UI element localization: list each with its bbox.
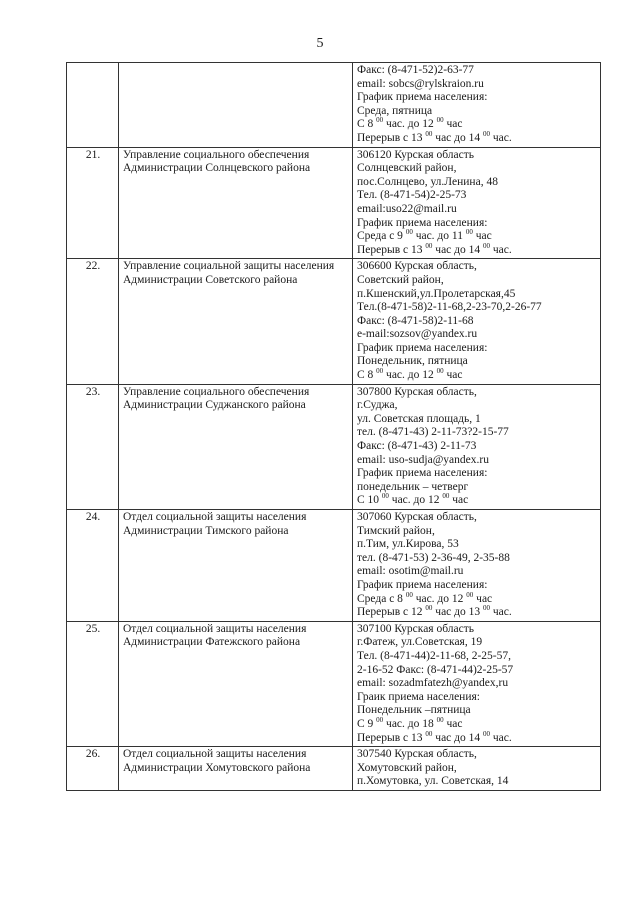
- time-minutes-superscript: 00: [466, 590, 474, 599]
- contact-line: [357, 606, 597, 620]
- time-minutes-superscript: 00: [376, 367, 384, 376]
- organization-name-text: Отдел социальной защиты населения Администрации Фатежского района: [123, 622, 307, 649]
- page-number: 5: [316, 36, 324, 51]
- time-text-segment: Перерыв с 13: [357, 131, 426, 144]
- contact-line: г.Фатеж, ул.Советская, 19: [357, 636, 483, 649]
- contact-line: График приема населения:: [357, 467, 488, 480]
- time-text-segment: час до 14: [432, 731, 483, 744]
- table-row: [67, 510, 601, 622]
- contact-line: [357, 494, 597, 508]
- contact-line: Тимский район,: [357, 524, 435, 537]
- time-text-segment: С 9: [357, 717, 377, 730]
- organization-name-text: Управление социальной защиты населения Администрации Советского района: [123, 260, 335, 286]
- contact-line: Факс: (8-471-52)2-63-77: [357, 64, 474, 76]
- time-text-segment: час. до 12: [412, 592, 467, 605]
- contact-line: Понедельник, пятница: [357, 355, 468, 368]
- organization-name: [119, 510, 353, 622]
- time-minutes-superscript: 00: [436, 716, 444, 725]
- table-row: [67, 147, 601, 259]
- organization-name: [119, 621, 353, 746]
- contact-details: [353, 63, 601, 148]
- time-minutes-superscript: 00: [405, 228, 413, 237]
- contact-line: 2-16-52 Факс: (8-471-44)2-25-57: [357, 663, 514, 676]
- time-text-segment: С 8: [357, 369, 377, 382]
- contact-line: пос.Солнцево, ул.Ленина, 48: [357, 175, 498, 188]
- contact-details: [353, 747, 601, 791]
- time-text-segment: час. до 18: [383, 717, 437, 730]
- organization-name-text: Отдел социальной защиты населения Администрации Хомутовского района: [123, 748, 311, 774]
- time-minutes-superscript: 00: [436, 367, 444, 376]
- organization-name-text: Управление социального обеспечения Администрации Суджанского района: [123, 385, 310, 412]
- organization-name: [119, 747, 353, 791]
- contact-line: тел. (8-471-43) 2-11-73?2-15-77: [357, 426, 509, 439]
- time-minutes-superscript: 00: [442, 492, 450, 501]
- contact-line: [357, 729, 597, 746]
- time-minutes-superscript: 00: [425, 604, 433, 613]
- contact-line: Советский район,: [357, 273, 444, 286]
- table-row: [67, 384, 601, 509]
- contact-line: [357, 369, 597, 383]
- time-text-segment: час. до 11: [412, 230, 466, 243]
- contact-details: [353, 384, 601, 509]
- contact-line: e-mail:sozsov@yandex.ru: [357, 328, 478, 341]
- contact-line: email:uso22@mail.ru: [357, 202, 457, 215]
- time-minutes-superscript: 00: [483, 241, 490, 250]
- contact-line: ул. Советская площадь, 1: [357, 412, 481, 425]
- time-minutes-superscript: 00: [483, 130, 490, 139]
- contact-line: График приема населения:: [357, 341, 488, 354]
- row-number: 24.: [67, 510, 119, 622]
- time-minutes-superscript: 00: [381, 492, 389, 501]
- contact-line: email: osotim@mail.ru: [357, 565, 464, 578]
- time-text-segment: час до 14: [432, 243, 483, 256]
- time-text-segment: час: [473, 592, 493, 605]
- time-minutes-superscript: 00: [483, 604, 490, 613]
- row-number: 21.: [67, 147, 119, 259]
- contact-line: понедельник – четверг: [357, 480, 469, 493]
- contact-line: График приема населения:: [357, 578, 488, 591]
- contact-line: [357, 230, 597, 244]
- time-text-segment: час: [443, 118, 463, 131]
- time-text-segment: час: [449, 494, 469, 507]
- time-text-segment: Перерыв с 12: [357, 606, 426, 619]
- row-number: 25.: [67, 621, 119, 746]
- contact-line: График приема населения:: [357, 216, 488, 229]
- time-text-segment: час. до 12: [388, 494, 443, 507]
- time-text-segment: С 8: [357, 118, 377, 131]
- time-text-segment: час.: [490, 243, 512, 256]
- contact-line: Факс: (8-471-58)2-11-68: [357, 314, 474, 327]
- contact-line: Тел. (8-471-44)2-11-68, 2-25-57,: [357, 649, 512, 662]
- contact-line: [357, 132, 597, 146]
- contact-details: [353, 621, 601, 746]
- contact-line: 307060 Курская область,: [357, 511, 477, 523]
- time-text-segment: час. до 12: [383, 369, 437, 382]
- contact-line: [357, 118, 597, 132]
- contact-line: email: sozadmfatezh@yandex,ru: [357, 677, 509, 690]
- contact-line: Тел.(8-471-58)2-11-68,2-23-70,2-26-77: [357, 301, 542, 314]
- contact-line: 307800 Курская область,: [357, 385, 477, 398]
- time-minutes-superscript: 00: [483, 729, 490, 738]
- time-text-segment: час: [443, 717, 463, 730]
- contact-details: [353, 510, 601, 622]
- time-text-segment: Среда с 9: [357, 230, 406, 243]
- contact-line: п.Кшенский,ул.Пролетарская,45: [357, 287, 516, 300]
- organization-name: [119, 147, 353, 259]
- time-text-segment: Перерыв с 13: [357, 243, 426, 256]
- contact-line: Тел. (8-471-54)2-25-73: [357, 189, 467, 202]
- row-number: 23.: [67, 384, 119, 509]
- time-minutes-superscript: 00: [436, 116, 444, 125]
- contact-line: График приема населения:: [357, 91, 488, 104]
- time-minutes-superscript: 00: [376, 116, 384, 125]
- time-text-segment: час: [443, 369, 463, 382]
- contact-details: [353, 259, 601, 384]
- time-minutes-superscript: 00: [425, 130, 433, 139]
- contact-line: 307100 Курская область: [357, 622, 474, 635]
- contact-line: Факс: (8-471-43) 2-11-73: [357, 440, 477, 453]
- contact-line: п.Тим, ул.Кирова, 53: [357, 538, 459, 551]
- contact-line: 307540 Курская область,: [357, 748, 477, 761]
- table-row: [67, 621, 601, 746]
- time-minutes-superscript: 00: [425, 241, 433, 250]
- contact-line: п.Хомутовка, ул. Советская, 14: [357, 775, 509, 788]
- contact-line: Среда, пятница: [357, 104, 433, 117]
- time-text-segment: час до 13: [432, 606, 483, 619]
- contact-details: [353, 147, 601, 259]
- row-number: 22.: [67, 259, 119, 384]
- time-text-segment: час.: [490, 731, 512, 744]
- contact-line: 306600 Курская область,: [357, 260, 477, 273]
- row-number: [67, 63, 119, 148]
- time-text-segment: час.: [490, 131, 512, 144]
- time-text-segment: С 10: [357, 494, 382, 507]
- organization-name: [119, 384, 353, 509]
- contact-line: email: uso-sudja@yandex.ru: [357, 453, 489, 466]
- organization-name-text: Отдел социальной защиты населения Администрации Тимского района: [123, 511, 307, 537]
- time-text-segment: час. до 12: [383, 118, 437, 131]
- contact-line: [357, 718, 597, 732]
- row-number: 26.: [67, 747, 119, 791]
- contact-line: Понедельник –пятница: [357, 704, 471, 717]
- contact-line: г.Суджа,: [357, 399, 398, 412]
- contact-line: 306120 Курская область: [357, 148, 474, 161]
- contact-line: email: sobcs@rylskraion.ru: [357, 77, 484, 90]
- time-minutes-superscript: 00: [405, 590, 413, 599]
- table-row: [67, 63, 601, 148]
- contact-line: [357, 590, 597, 607]
- organization-name-text: Управление социального обеспечения Администрации Солнцевского района: [123, 148, 311, 175]
- time-text-segment: час: [472, 230, 492, 243]
- time-text-segment: час.: [490, 606, 512, 619]
- social-services-table: [66, 62, 601, 791]
- time-minutes-superscript: 00: [376, 716, 384, 725]
- time-minutes-superscript: 00: [465, 228, 473, 237]
- contact-line: [357, 241, 597, 258]
- table-row: [67, 747, 601, 791]
- time-text-segment: час до 14: [432, 131, 483, 144]
- time-minutes-superscript: 00: [425, 729, 433, 738]
- contact-line: Граик приема населения:: [357, 690, 480, 703]
- organization-name: [119, 259, 353, 384]
- contact-line: Хомутовский район,: [357, 761, 457, 774]
- contact-line: тел. (8-471-53) 2-36-49, 2-35-88: [357, 551, 510, 564]
- time-text-segment: Среда с 8: [357, 592, 406, 605]
- table-body: [67, 63, 601, 791]
- organization-name: [119, 63, 353, 148]
- contact-line: Солнцевский район,: [357, 162, 457, 175]
- time-text-segment: Перерыв с 13: [357, 731, 426, 744]
- table-row: [67, 259, 601, 384]
